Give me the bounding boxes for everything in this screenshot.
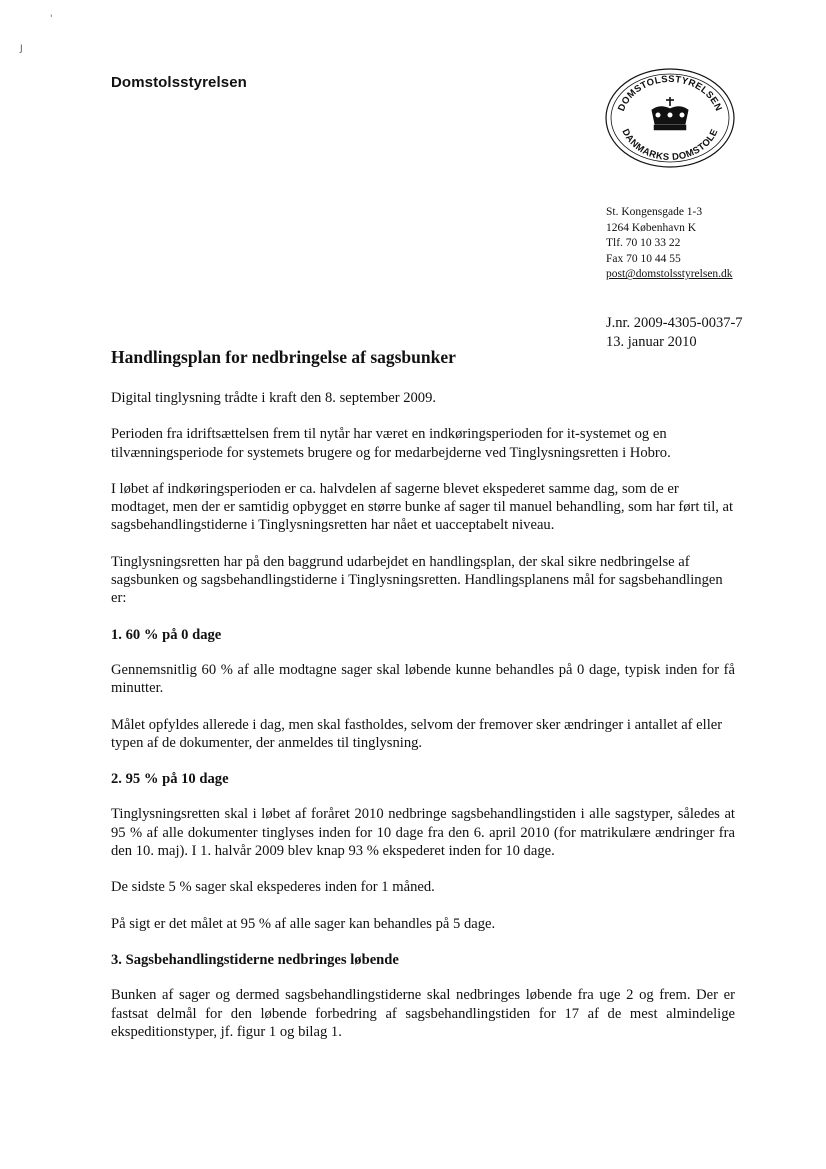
paragraph-backlog: I løbet af indkøringsperioden er ca. halvdelen af sagerne blevet ekspederet samme dag, som de er modtaget, men der er samtidig opbygget en større bunke af sager til manuel behandling, som har ført til, at sagsbehandlingstiderne i Tinglysningsretten har nået et uacceptabelt niveau. [111,480,734,534]
reference-block [606,314,743,352]
document-date: 13. januar 2010 [606,334,697,350]
section-heading-2: 2. 95 % på 10 dage [111,771,229,788]
address-block [606,205,733,283]
crown-icon [652,97,688,130]
svg-text:DANMARKS DOMSTOLE [619,127,720,163]
section-1-paragraph-2: Målet opfyldes allerede i dag, men skal fastholdes, selvom der fremover sker ændringer i antallet af eller typen af de dokumenter, der anmeldes til tinglysning. [111,716,723,751]
address-phone: Tlf. 70 10 33 22 [606,237,681,250]
journal-number: J.nr. 2009-4305-0037-7 [606,315,743,331]
section-2-paragraph-1: Tinglysningsretten skal i løbet af foråret 2010 nedbringe sagsbehandlingstiden i alle sagstyper, således at 95 % af alle dokumenter tinglyses inden for 10 dage fra den 6. april 2010 (for matrikulære ændringer fra den 10. maj). I 1. halvår 2009 blev knap 93 % ekspederet inden for 10 dage. [111,806,735,860]
scan-mark-left: J [20,44,23,54]
paragraph-intro: Digital tinglysning trådte i kraft den 8. september 2009. [111,390,437,406]
svg-text:DOMSTOLSSTYRELSEN [616,74,724,113]
section-heading-3: 3. Sagsbehandlingstiderne nedbringes løbende [111,951,399,968]
seal-top-text: DOMSTOLSSTYRELSEN [616,73,724,113]
document-body [111,389,735,1059]
address-street: St. Kongensgade 1-3 [606,206,703,218]
seal-logo [602,66,738,170]
document-title: Handlingsplan for nedbringelse af sagsbunker [111,347,456,367]
address-email-link[interactable]: post@domstolsstyrelsen.dk [606,268,733,281]
section-3-paragraph-1: Bunken af sager og dermed sagsbehandlingstiderne skal nedbringes løbende fra uge 2 og frem. Der er fastsat delmål for den løbende forbedring af sagsbehandlingstiden for 17 af de mest almindelige ekspeditionstyper, jf. figur 1 og bilag 1. [111,987,735,1040]
org-name: Domstolsstyrelsen [111,74,247,91]
address-fax: Fax 70 10 44 55 [606,252,681,265]
paragraph-period: Perioden fra idriftsættelsen frem til nytår har været en indkøringsperioden for it-systemet og en tilvænningsperiode for systemets brugere og for medarbejderne ved Tinglysningsretten i Hobro. [111,426,671,461]
paragraph-plan: Tinglysningsretten har på den baggrund udarbejdet en handlingsplan, der skal sikre nedbringelse af sagsbunken og sagsbehandlingstiderne i Tinglysningsretten. Handlingsplanens mål for sagsbehandlingen er: [111,553,723,607]
address-city: 1264 København K [606,221,697,234]
seal-bottom-text: DANMARKS DOMSTOLE [619,127,721,164]
section-heading-1: 1. 60 % på 0 dage [111,626,222,643]
section-1-paragraph-1: Gennemsnitlig 60 % af alle modtagne sager skal løbende kunne behandles på 0 dage, typisk inden for få minutter. [111,661,735,697]
scan-mark-top: ' [50,14,53,24]
section-2-paragraph-2: De sidste 5 % sager skal ekspederes inden for 1 måned. [111,879,435,896]
section-2-paragraph-3: På sigt er det målet at 95 % af alle sager kan behandles på 5 dage. [111,915,496,932]
